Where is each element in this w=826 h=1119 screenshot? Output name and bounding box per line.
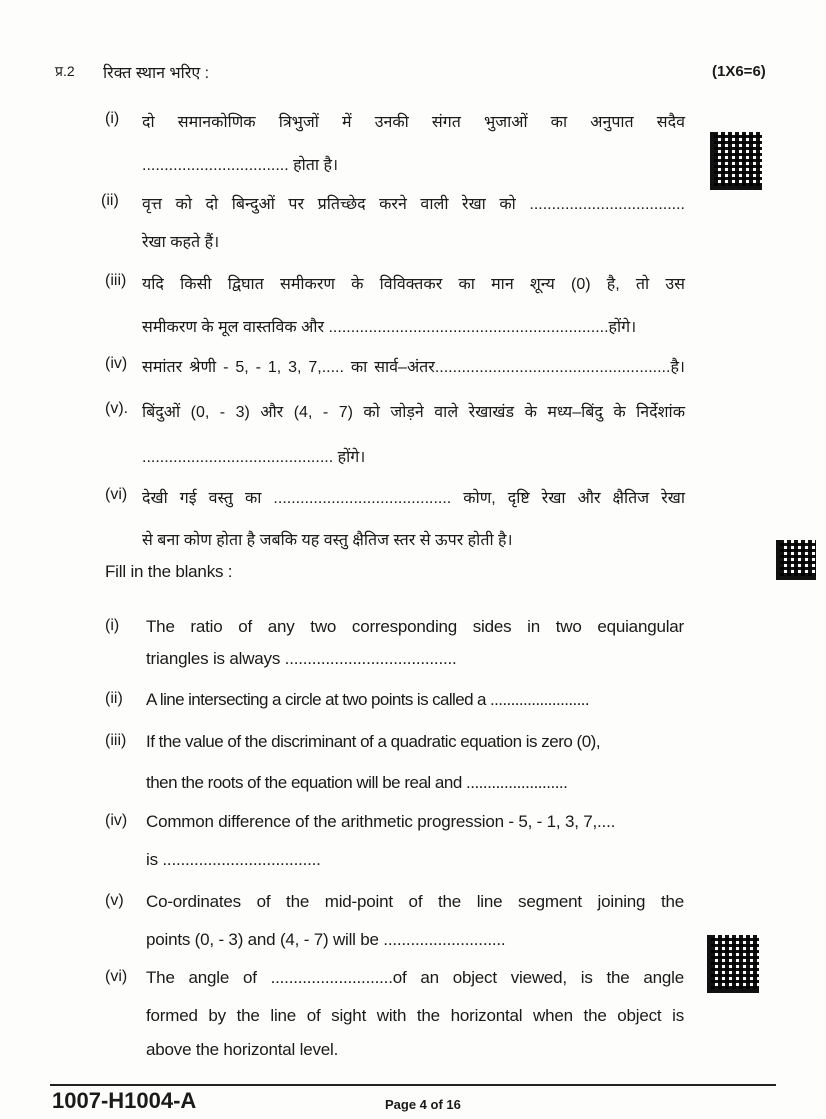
item-text: The ratio of any two corresponding sides in two equiangular bbox=[146, 617, 684, 636]
item-text: रेखा कहते हैं। bbox=[142, 234, 220, 251]
item-label: (v). bbox=[105, 400, 129, 417]
question-title-hindi: रिक्त स्थान भरिए : bbox=[103, 65, 210, 82]
paper-code: 1007-H1004-A bbox=[52, 1088, 197, 1113]
item-label: (iv) bbox=[105, 812, 128, 829]
item-text: देखी गई वस्तु का ........................................ कोण, दृष्टि रेखा और क्षैतिज रेखा bbox=[142, 490, 685, 507]
item-text: is ................................... bbox=[146, 850, 321, 869]
item-label: (ii) bbox=[105, 690, 123, 707]
item-text: triangles is always ...................................... bbox=[146, 649, 457, 668]
item-text: then the roots of the equation will be real and ........................ bbox=[146, 773, 568, 792]
item-text: ................................. होता है। bbox=[142, 157, 339, 174]
item-text: Common difference of the arithmetic progression - 5, - 1, 3, 7,.... bbox=[146, 812, 616, 831]
page-number: Page 4 of 16 bbox=[385, 1097, 461, 1112]
item-text: The angle of ...........................of an object viewed, is the angle bbox=[146, 968, 684, 987]
item-text: से बना कोण होता है जबकि यह वस्तु क्षैतिज स्तर से ऊपर होती है। bbox=[142, 532, 513, 549]
item-text: ........................................... होंगे। bbox=[142, 449, 366, 466]
item-label: (i) bbox=[105, 110, 120, 127]
footer-divider bbox=[50, 1084, 776, 1086]
item-text: समीकरण के मूल वास्तविक और ...............................................................होंगे। bbox=[142, 319, 637, 336]
item-text: above the horizontal level. bbox=[146, 1040, 339, 1059]
marks: (1X6=6) bbox=[712, 63, 766, 80]
item-text: Co-ordinates of the mid-point of the line segment joining the bbox=[146, 892, 684, 911]
item-text: समांतर श्रेणी - 5, - 1, 3, 7,..... का सार्व–अंतर.....................................................है। bbox=[142, 359, 685, 376]
datamatrix-code bbox=[707, 935, 759, 993]
question-number: प्र.2 bbox=[55, 63, 75, 79]
item-text: यदि किसी द्विघात समीकरण के विविक्तकर का मान शून्य (0) है, तो उस bbox=[142, 276, 685, 293]
qr-code bbox=[776, 540, 816, 580]
item-text: If the value of the discriminant of a quadratic equation is zero (0), bbox=[146, 732, 601, 751]
item-text: वृत्त को दो बिन्दुओं पर प्रतिच्छेद करने वाली रेखा को ................................... bbox=[142, 196, 685, 213]
item-label: (i) bbox=[105, 617, 120, 634]
item-text: A line intersecting a circle at two points is called a ........................ bbox=[146, 690, 589, 709]
item-label: (ii) bbox=[101, 192, 119, 209]
item-label: (v) bbox=[105, 892, 124, 909]
item-label: (vi) bbox=[105, 486, 128, 503]
item-label: (iii) bbox=[105, 272, 127, 289]
item-label: (vi) bbox=[105, 968, 128, 985]
datamatrix-code bbox=[710, 132, 762, 190]
item-text: दो समानकोणिक त्रिभुजों में उनकी संगत भुजाओं का अनुपात सदैव bbox=[142, 114, 685, 131]
question-title-english: Fill in the blanks : bbox=[105, 562, 233, 581]
item-text: formed by the line of sight with the horizontal when the object is bbox=[146, 1006, 684, 1025]
item-label: (iii) bbox=[105, 732, 127, 749]
item-text: बिंदुओं (0, - 3) और (4, - 7) को जोड़ने वाले रेखाखंड के मध्य–बिंदु के निर्देशांक bbox=[142, 404, 685, 421]
item-label: (iv) bbox=[105, 355, 128, 372]
item-text: points (0, - 3) and (4, - 7) will be ........................... bbox=[146, 930, 506, 949]
